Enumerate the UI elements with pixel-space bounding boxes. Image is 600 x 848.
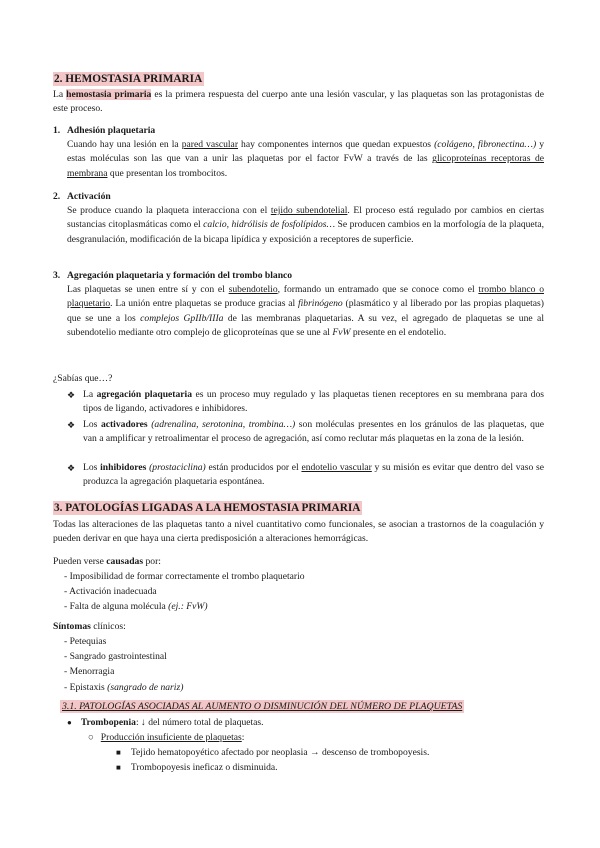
list-item: - Imposibilidad de formar correctamente el trombo plaquetario	[64, 571, 305, 582]
diamond-bullet-icon: ❖	[67, 420, 76, 430]
symptoms-heading: Síntomas clínicos:	[53, 621, 126, 632]
trombopenia-item: ● Trombopenia: ↓ del número total de plaquetas.	[67, 717, 264, 728]
symptoms-list	[64, 635, 183, 695]
item-activacion: 2. Activación Se produce cuando la plaqueta interacciona con el tejido subendotelial. El proceso está regulado por cambios en ciertas sustancias citoplasmáticas como el calcio, hidrólisis de fosfolípidos… Se producen cambios en la morfología de la plaqueta, desgranulación, modificación de la bicapa lipídica y exposición a receptores de superficie.	[53, 190, 544, 247]
sabias-bullet-1: ❖ La agregación plaquetaria es un proceso muy regulado y las plaquetas tienen receptores en su membrana para dos tipos de ligando, activadores e inhibidores.	[67, 389, 544, 415]
section-2-intro: La hemostasia primaria es la primera respuesta del cuerpo ante una lesión vascular, y las plaquetas son las protagonistas de este proceso.	[53, 89, 544, 115]
bullet-icon: ●	[67, 718, 72, 727]
subsection-3-1-title: 3.1. PATOLOGÍAS ASOCIADAS AL AUMENTO O DISMINUCIÓN DEL NÚMERO DE PLAQUETAS	[62, 701, 463, 712]
item-activacion-text: Se produce cuando la plaqueta interacciona con el tejido subendotelial. El proceso está regulado por cambios en ciertas sustancias citoplasmáticas como el calcio, hidrólisis de fosfolípidos… Se producen cambios en la morfología de la plaqueta, desgranulación, modificación de la bicapa lipídica y exposición a receptores de superficie.	[67, 205, 545, 245]
sabias-bullet-2: ❖ Los activadores (adrenalina, serotonina, trombina…) son moléculas presentes en los gránulos de las plaquetas, que van a amplificar y retroalimentar el proceso de agregación, así como reclutar más plaquetas en la zona de la lesión.	[67, 419, 544, 445]
item-adhesion-text: Cuando hay una lesión en la pared vascular hay componentes internos que quedan expuestos (colágeno, fibronectina…) y estas moléculas son las que van a unir las plaquetas por el factor FvW a través de las glicoproteínas receptoras de membrana que presentan los trombocitos.	[67, 139, 544, 179]
section-3-title: 3. PATOLOGÍAS LIGADAS A LA HEMOSTASIA PRIMARIA	[54, 502, 361, 514]
list-item: - Petequias	[64, 636, 107, 647]
square-bullet-icon: ■	[116, 748, 121, 757]
circle-bullet-icon: ○	[88, 732, 94, 743]
sub-item-2: ■ Trombopoyesis ineficaz o disminuida.	[116, 762, 278, 773]
item-agregacion: 3. Agregación plaquetaria y formación del trombo blanco Las plaquetas se unen entre sí y con el subendotelio, formando un entramado que se conoce como el trombo blanco o plaquetario. La unión entre plaquetas se produce gracias al fibrinógeno (plasmático y al liberado por las propias plaquetas) que se une a los complejos GpIIb/IIIa de las membranas plaquetarias. A su vez, el agregado de plaquetas se une al subendotelio mediante otro complejo de glicoproteínas que se une al FvW presente en el endotelio.	[53, 269, 544, 340]
sub-item-1: ■ Tejido hematopoyético afectado por neoplasia → descenso de trombopoyesis.	[116, 747, 430, 758]
list-item: - Falta de alguna molécula (ej.: FvW)	[64, 601, 208, 613]
square-bullet-icon: ■	[116, 763, 121, 772]
sabias-bullet-3: ❖ Los inhibidores (prostaciclina) están producidos por el endotelio vascular y su misión es evitar que dentro del vaso se produzca la agregación plaquetaria espontánea.	[67, 462, 545, 488]
item-adhesion-title: Adhesión plaquetaria	[67, 125, 156, 136]
diamond-bullet-icon: ❖	[67, 390, 76, 400]
section-3-intro: Todas las alteraciones de las plaquetas tanto a nivel cuantitativo como funcionales, se asocian a trastornos de la coagulación y pueden derivar en que haya una cierta predisposición a alteraciones hemorrágicas.	[53, 519, 544, 545]
list-item: - Sangrado gastrointestinal	[64, 651, 167, 663]
sabias-que-title: ¿Sabías que…?	[53, 373, 113, 384]
list-item: - Epistaxis (sangrado de nariz)	[64, 681, 184, 693]
section-2-title: 2. HEMOSTASIA PRIMARIA	[54, 73, 203, 85]
item-agregacion-title: Agregación plaquetaria y formación del trombo blanco	[67, 270, 293, 281]
item-agregacion-text: Las plaquetas se unen entre sí y con el subendotelio, formando un entramado que se conoce como el trombo blanco o plaquetario. La unión entre plaquetas se produce gracias al fibrinógeno (plasmático y al liberado por las propias plaquetas) que se une a los complejos GpIIb/IIIa de las membranas plaquetarias. A su vez, el agregado de plaquetas se une al subendotelio mediante otro complejo de glicoproteínas que se une al FvW presente en el endotelio.	[67, 284, 544, 338]
diamond-bullet-icon: ❖	[67, 463, 76, 473]
causes-heading: Pueden verse causadas por:	[53, 556, 161, 567]
item-adhesion: 1. Adhesión plaquetaria Cuando hay una lesión en la pared vascular hay componentes internos que quedan expuestos (colágeno, fibronectina…) y estas moléculas son las que van a unir las plaquetas por el factor FvW a través de las glicoproteínas receptoras de membrana que presentan los trombocitos.	[53, 124, 544, 181]
item-activacion-title: Activación	[67, 191, 111, 202]
list-item: - Activación inadecuada	[64, 586, 157, 598]
causes-list	[64, 570, 305, 615]
list-item: - Menorragia	[64, 666, 115, 678]
produccion-item: ○ Producción insuficiente de plaquetas:	[88, 732, 245, 743]
